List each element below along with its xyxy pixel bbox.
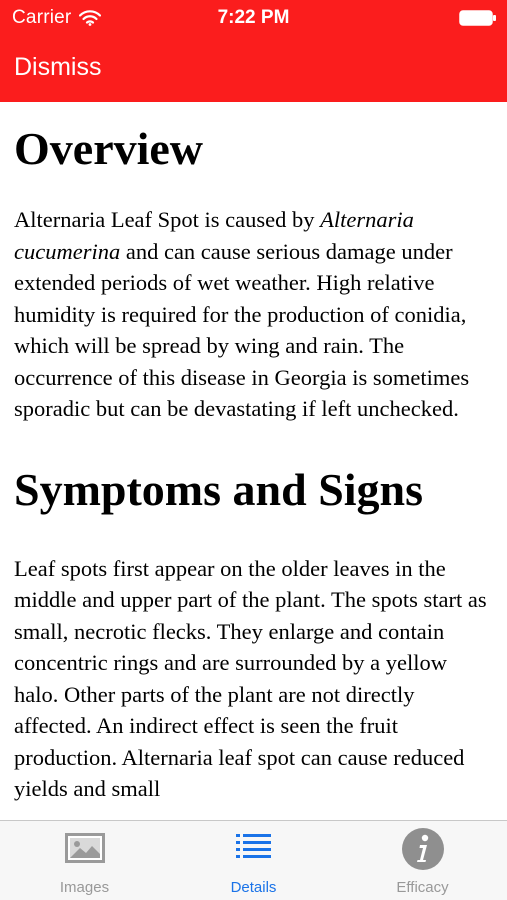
overview-text-after: and can cause serious damage under extended periods of wet weather. High relative humidity is required for the production of conidia, which will be spread by wing and rain. The occurrence of this disease in Georgia is sometimes sporadic but can be devastating if left unchecked.: [14, 238, 470, 421]
overview-text-before: Alternaria Leaf Spot is caused by: [14, 207, 321, 232]
pathogen-name: Alternaria cucumerina: [14, 207, 414, 264]
battery-icon: [459, 10, 497, 26]
image-icon: [65, 833, 105, 863]
list-icon: [236, 833, 272, 861]
details-content[interactable]: [0, 102, 507, 820]
info-icon: [401, 827, 445, 871]
carrier-label: Carrier: [12, 7, 72, 28]
dismiss-button[interactable]: Dismiss: [14, 53, 102, 81]
overview-paragraph: [14, 204, 493, 425]
overview-heading: Overview: [14, 123, 204, 174]
status-bar: [0, 0, 507, 36]
symptoms-paragraph: Leaf spots first appear on the older leaves in the middle and upper part of the plant. The spots start as small, necrotic flecks. They enlarge and contain concentric rings and are surrounded by a yellow halo. Other parts of the plant are not directly affected. An indirect effect is seen the fruit production. Alternaria leaf spot can cause reduced yields and small: [14, 555, 487, 801]
tab-bar: [0, 820, 507, 900]
tab-efficacy-label: Efficacy: [396, 879, 449, 896]
status-time: 7:22 PM: [217, 7, 290, 28]
navigation-bar: [0, 0, 507, 102]
tab-images-label: Images: [59, 879, 110, 896]
symptoms-heading: Symptoms and Signs: [14, 463, 424, 515]
tab-details[interactable]: [169, 821, 338, 900]
tab-images[interactable]: [0, 821, 169, 900]
tab-details-label: Details: [230, 879, 277, 896]
tab-efficacy[interactable]: [338, 821, 507, 900]
